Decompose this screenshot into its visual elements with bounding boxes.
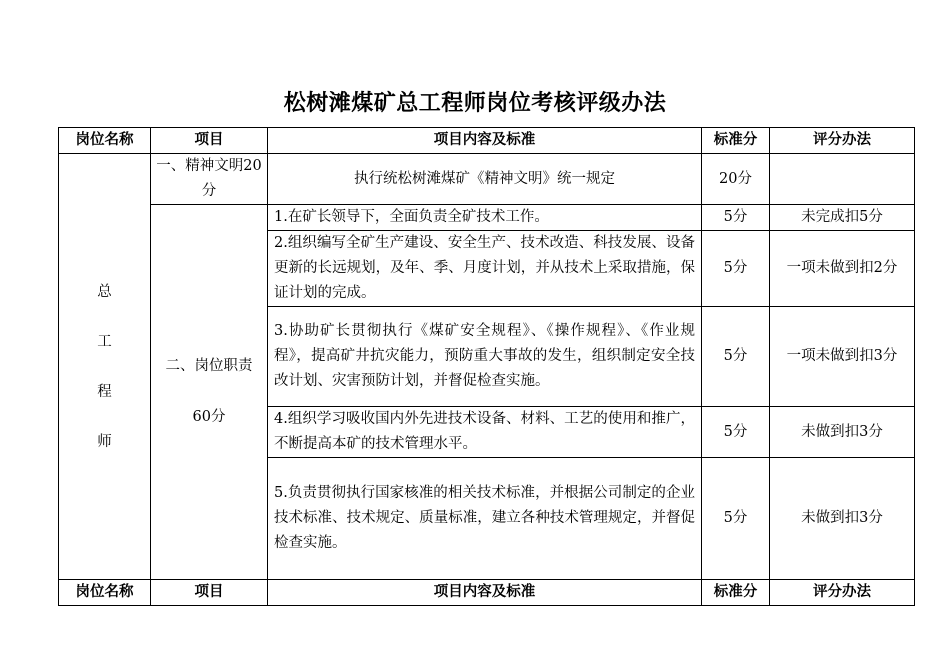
row-content: 2.组织编写全矿生产建设、安全生产、技术改造、科技发展、设备更新的长远规划，及年、季、月度计划，并从技术上采取措施，保证计划的完成。 — [268, 231, 702, 307]
header-row — [59, 128, 915, 154]
header-cell-position: 岗位名称 — [59, 128, 151, 154]
header-cell-method: 评分办法 — [770, 128, 915, 154]
row-method: 未做到扣3分 — [770, 407, 915, 458]
row-score: 5分 — [702, 205, 770, 231]
role-cell — [59, 154, 151, 580]
footer-cell-method: 评分办法 — [770, 580, 915, 606]
section1-method — [770, 154, 915, 205]
role-char: 工 — [97, 333, 112, 350]
row-content: 4.组织学习吸收国内外先进技术设备、材料、工艺的使用和推广，不断提高本矿的技术管理水平。 — [268, 407, 702, 458]
row-content: 3.协助矿长贯彻执行《煤矿安全规程》、《操作规程》、《作业规程》，提高矿井抗灾能力，预防重大事故的发生，组织制定安全技改计划、灾害预防计划，并督促检查实施。 — [268, 307, 702, 407]
section2-item-title: 二、岗位职责 — [165, 358, 253, 374]
header-cell-score: 标准分 — [702, 128, 770, 154]
row-score: 5分 — [702, 407, 770, 458]
header-cell-content: 项目内容及标准 — [268, 128, 702, 154]
row-content: 5.负责贯彻执行国家核准的相关技术标准，并根据公司制定的企业技术标准、技术规定、质量标准，建立各种技术管理规定，并督促检查实施。 — [268, 458, 702, 580]
section2-item-points: 60分 — [192, 409, 226, 425]
header-cell-item: 项目 — [151, 128, 268, 154]
row-score: 5分 — [702, 231, 770, 307]
section1-content: 执行统松树滩煤矿《精神文明》统一规定 — [268, 154, 702, 205]
row-method: 未完成扣5分 — [770, 205, 915, 231]
role-char: 总 — [97, 283, 112, 300]
row-content: 1.在矿长领导下，全面负责全矿技术工作。 — [268, 205, 702, 231]
page-title: 松树滩煤矿总工程师岗位考核评级办法 — [283, 91, 667, 116]
table-row — [59, 205, 915, 231]
footer-cell-item: 项目 — [151, 580, 268, 606]
role-char: 师 — [97, 433, 112, 450]
table-row — [59, 154, 915, 205]
footer-cell-score: 标准分 — [702, 580, 770, 606]
assessment-table — [58, 127, 915, 606]
row-score: 5分 — [702, 307, 770, 407]
section2-item — [151, 205, 268, 580]
footer-header-row — [59, 580, 915, 606]
row-method: 一项未做到扣3分 — [770, 307, 915, 407]
section1-score: 20分 — [702, 154, 770, 205]
role-char: 程 — [97, 383, 112, 400]
footer-cell-position: 岗位名称 — [59, 580, 151, 606]
row-method: 一项未做到扣2分 — [770, 231, 915, 307]
row-score: 5分 — [702, 458, 770, 580]
section1-item: 一、精神文明20分 — [151, 154, 268, 205]
row-method: 未做到扣3分 — [770, 458, 915, 580]
footer-cell-content: 项目内容及标准 — [268, 580, 702, 606]
